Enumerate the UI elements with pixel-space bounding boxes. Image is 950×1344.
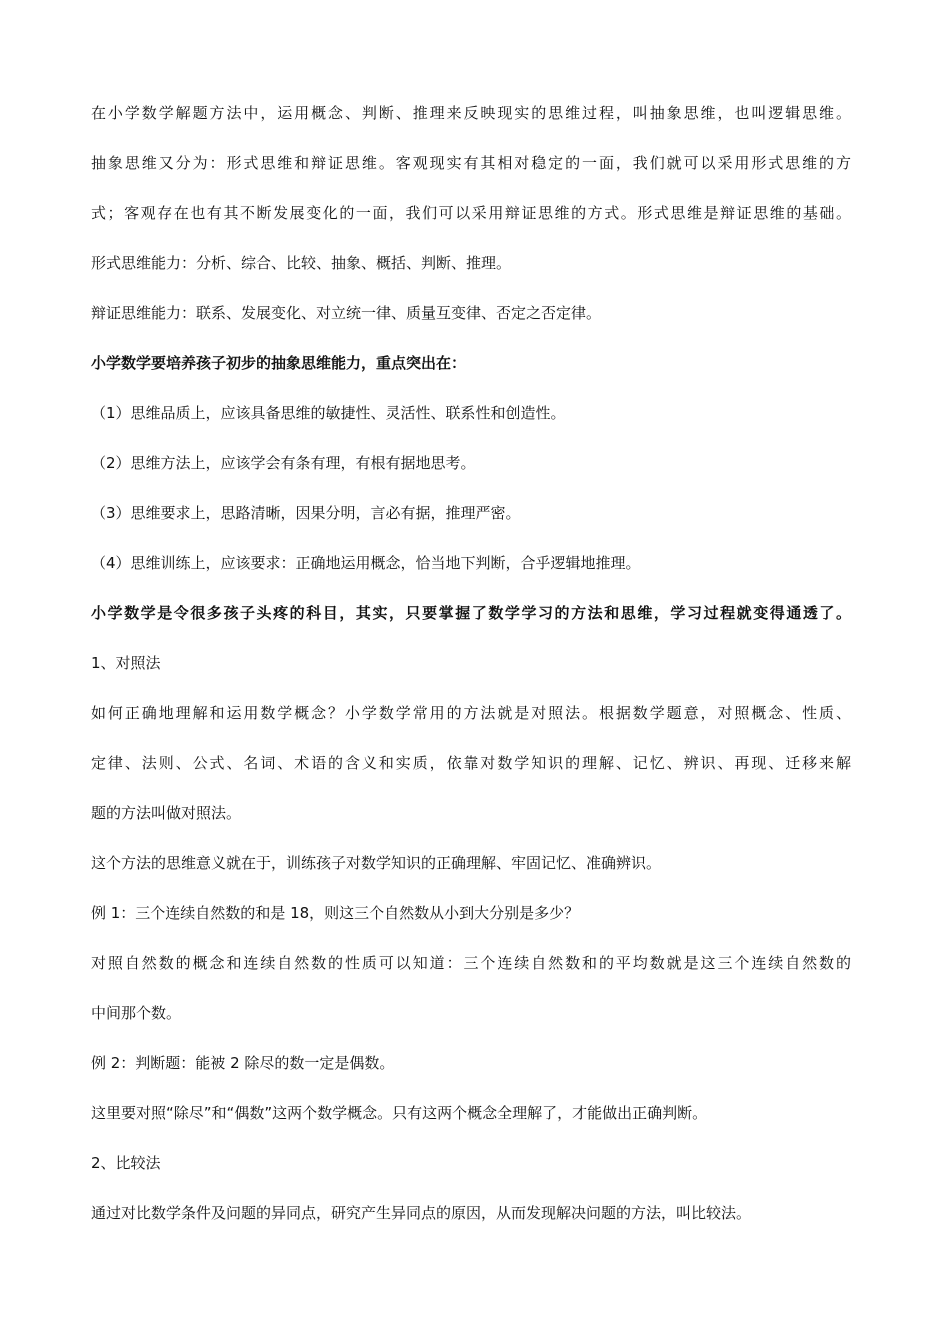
example-1-question: 例 1：三个连续自然数的和是 18，则这三个自然数从小到大分别是多少？ bbox=[91, 904, 580, 922]
paragraph-formal-thinking-ability: 形式思维能力：分析、综合、比较、抽象、概括、判断、推理。 bbox=[91, 254, 512, 272]
paragraph-thinking-types-line-1: 抽象思维又分为：形式思维和辩证思维。客观现实有其相对稳定的一面，我们就可以采用形式思维的方 bbox=[91, 154, 851, 172]
heading-abstract-thinking-focus: 小学数学要培养孩子初步的抽象思维能力，重点突出在： bbox=[91, 354, 467, 372]
paragraph-abstract-thinking-definition: 在小学数学解题方法中，运用概念、判断、推理来反映现实的思维过程，叫抽象思维，也叫逻辑思维。 bbox=[91, 104, 851, 122]
example-1-explanation-line-2: 中间那个数。 bbox=[91, 1004, 182, 1022]
list-item-thinking-quality: （1）思维品质上，应该具备思维的敏捷性、灵活性、联系性和创造性。 bbox=[91, 404, 566, 422]
list-item-thinking-requirement: （3）思维要求上，思路清晰，因果分明，言必有据，推理严密。 bbox=[91, 504, 521, 522]
heading-math-learning-methods: 小学数学是令很多孩子头疼的科目，其实，只要掌握了数学学习的方法和思维，学习过程就变得通透了。 bbox=[91, 604, 851, 622]
list-item-thinking-method: （2）思维方法上，应该学会有条有理，有根有据地思考。 bbox=[91, 454, 476, 472]
example-1-explanation-line-1: 对照自然数的概念和连续自然数的性质可以知道：三个连续自然数和的平均数就是这三个连续自然数的 bbox=[91, 954, 851, 972]
document-body bbox=[91, 98, 851, 1248]
paragraph-reference-method-line-1: 如何正确地理解和运用数学概念？小学数学常用的方法就是对照法。根据数学题意，对照概念、性质、 bbox=[91, 704, 851, 722]
paragraph-reference-method-line-3: 题的方法叫做对照法。 bbox=[91, 804, 242, 822]
example-2-explanation: 这里要对照“除尽”和“偶数”这两个数学概念。只有这两个概念全理解了，才能做出正确判断。 bbox=[91, 1104, 708, 1122]
example-2-question: 例 2：判断题：能被 2 除尽的数一定是偶数。 bbox=[91, 1054, 395, 1072]
paragraph-thinking-types-line-2: 式；客观存在也有其不断发展变化的一面，我们可以采用辩证思维的方式。形式思维是辩证思维的基础。 bbox=[91, 204, 851, 222]
paragraph-reference-method-line-2: 定律、法则、公式、名词、术语的含义和实质，依靠对数学知识的理解、记忆、辨识、再现、迁移来解 bbox=[91, 754, 851, 772]
paragraph-comparison-method-definition: 通过对比数学条件及问题的异同点，研究产生异同点的原因，从而发现解决问题的方法，叫比较法。 bbox=[91, 1204, 752, 1222]
paragraph-dialectical-thinking-ability: 辩证思维能力：联系、发展变化、对立统一律、质量互变律、否定之否定律。 bbox=[91, 304, 602, 322]
list-item-thinking-training: （4）思维训练上，应该要求：正确地运用概念，恰当地下判断，合乎逻辑地推理。 bbox=[91, 554, 641, 572]
section-title-comparison-by-reference: 1、对照法 bbox=[91, 654, 161, 672]
paragraph-reference-method-meaning: 这个方法的思维意义就在于，训练孩子对数学知识的正确理解、牢固记忆、准确辨识。 bbox=[91, 854, 662, 872]
section-title-comparison-method: 2、比较法 bbox=[91, 1154, 161, 1172]
